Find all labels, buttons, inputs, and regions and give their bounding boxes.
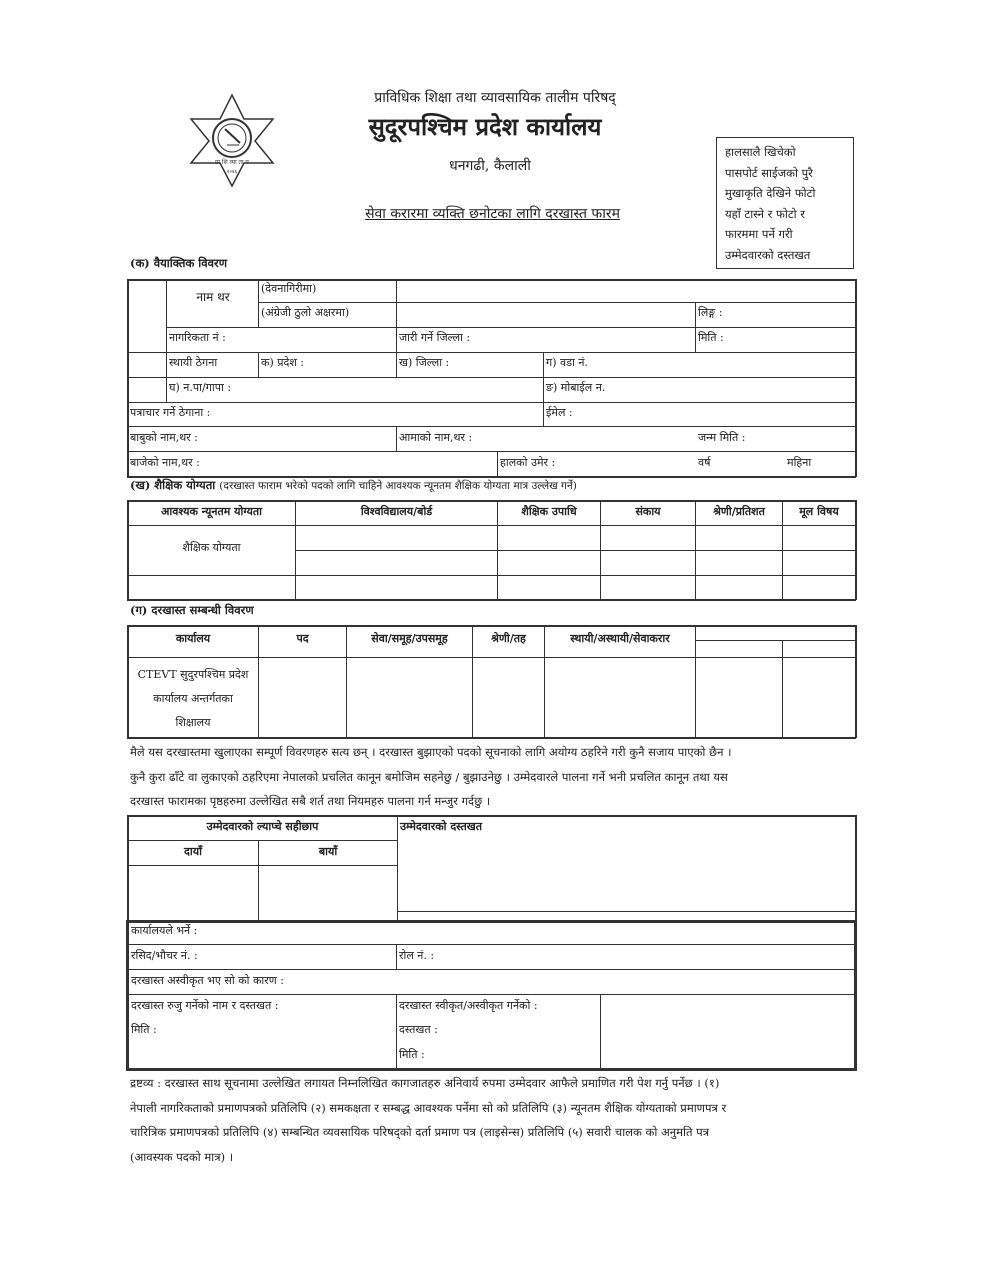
app-office-value-line: कार्यालय अन्तर्गतका (153, 692, 233, 705)
council-name: प्राविधिक शिक्षा तथा व्यावसायिक तालीम परिषद् (374, 90, 616, 106)
fingerprint-right-label: दायाँ (184, 845, 202, 858)
photo-instruction-line: यहाँ टास्ने र फोटो र (725, 206, 805, 221)
declaration-line: मैले यस दरखास्तमा खुलाएका सम्पूर्ण विवरणहरु सत्य छन् । दरखास्त बुझाएको पदको सूचनाको लागि अयोग्य ठहरिने गरी कुनै सजाय पाएको छैन । (130, 745, 732, 759)
issue-district-field[interactable]: जारी गर्ने जिल्ला : (399, 331, 471, 344)
email-field[interactable]: ईमेल : (546, 406, 573, 419)
app-col-employment-type: स्थायी/अस्थायी/सेवाकरार (570, 632, 670, 645)
photo-box[interactable] (716, 137, 854, 269)
mailing-address-field[interactable]: पत्राचार गर्ने ठेगाना : (130, 406, 211, 419)
right-thumbprint-box[interactable] (129, 866, 257, 920)
app-col-post: पद (296, 632, 309, 645)
form-title: सेवा करारमा व्यक्ति छनोटका लागि दरखास्त फारम (365, 206, 620, 222)
svg-text:२०४६: २०४६ (226, 169, 238, 175)
edu-col-division: श्रेणी/प्रतिशत (713, 505, 765, 518)
photo-instruction-line: उम्मेदवारको दस्तखत (725, 247, 811, 262)
approver-label: दरखास्त स्वीकृत/अस्वीकृत गर्नेको : (399, 999, 538, 1012)
declaration-text (130, 740, 860, 814)
declaration-line: कुनै कुरा ढाँटे वा लुकाएको ठहरिएमा नेपालको प्रचलित कानून बमोजिम सहनेछु / बुझाउनेछु । उम्मेदवारले पालना गर्ने भनी प्रचलित कानून तथा यस (130, 769, 728, 784)
photo-instruction-line: हालसालै खिचेको (725, 145, 796, 159)
ctevt-logo (187, 93, 277, 188)
education-note: (दरखास्त फाराम भरेको पदको लागि चाहिने आवश्यक न्यूनतम शैक्षिक योग्यता मात्र उल्लेख गर्ने) (219, 480, 577, 492)
fingerprint-left-label: बायाँ (318, 845, 338, 858)
photo-instruction-line: पासपोर्ट साईजको पुरै (725, 165, 813, 180)
mother-name-field[interactable]: आमाको नाम,थर : (399, 431, 473, 444)
note-line: चारित्रिक प्रमाणपत्रको प्रतिलिपि (४) सम्बन्धित व्यवसायिक परिषद्को दर्ता प्रमाण पत्र (लाइसेन्स) प्रतिलिपि (५) सवारी चालक को अनुमति पत्र (130, 1125, 710, 1139)
note-text (130, 1071, 860, 1169)
age-months-label: महिना (787, 456, 812, 469)
svg-text:प्रा शि व्या ता प: प्रा शि व्या ता प (215, 159, 249, 166)
province-field[interactable]: क) प्रदेश : (261, 356, 305, 369)
age-field[interactable]: हालको उमेर : (500, 456, 556, 469)
verifier-date-field[interactable]: मिति : (131, 1023, 157, 1036)
photo-instruction-line: मुखाकृति देखिने फोटो (725, 186, 816, 200)
office-location: धनगढी, कैलाली (449, 158, 531, 174)
issue-date-field[interactable]: मिति : (698, 331, 724, 344)
edu-col-university: विश्वविद्यालय/बोर्ड (360, 505, 433, 518)
roll-number-field[interactable]: रोल नं. : (399, 949, 435, 962)
gender-field[interactable]: लिङ्ग : (698, 306, 723, 319)
permanent-address-label: स्थायी ठेगना (169, 356, 218, 369)
section-education-title (130, 478, 577, 493)
devanagari-label: (देवनागिरीमा) (261, 282, 317, 295)
candidate-signature-label: उम्मेदवारको दस्तखत (400, 820, 482, 833)
left-thumbprint-box[interactable] (260, 866, 396, 920)
declaration-line: दरखास्त फारामका पृष्ठहरुमा उल्लेखित सबै शर्त तथा नियमहरु पालना गर्न मन्जुर गर्दछु । (130, 794, 491, 808)
approver-date-field[interactable]: मिति : (399, 1048, 425, 1061)
name-devanagari-field[interactable] (398, 281, 854, 301)
citizenship-number-field[interactable]: नागरिकता नं : (169, 331, 226, 344)
edu-col-major: मूल विषय (799, 505, 839, 518)
edu-row-label: शैक्षिक योग्यता (182, 541, 241, 554)
rejection-reason-field[interactable]: दरखास्त अस्वीकृत भए सो को कारण : (131, 974, 284, 987)
candidate-signature-box[interactable] (399, 838, 854, 910)
photo-instruction-line: फारममा पर्ने गरी (725, 227, 793, 241)
app-office-value-line: शिक्षालय (175, 716, 211, 729)
edu-col-min-qualification: आवश्यक न्यूनतम योग्यता (161, 505, 262, 518)
ctevt-star-emblem-icon (187, 93, 277, 188)
app-col-office: कार्यालय (175, 632, 211, 645)
mobile-field[interactable]: ङ) मोबाईल न. (546, 381, 606, 394)
name-english-field[interactable] (398, 304, 694, 326)
education-title: (ख) शैक्षिक योग्यता (130, 478, 216, 492)
office-use-title: कार्यालयले भर्ने : (131, 924, 198, 937)
ward-field[interactable]: ग) वडा नं. (546, 356, 588, 369)
office-name: सुदूरपश्चिम प्रदेश कार्यालय (368, 112, 602, 141)
edu-col-degree: शैक्षिक उपाधि (521, 505, 577, 518)
name-label: नाम थर (196, 290, 230, 304)
district-field[interactable]: ख) जिल्ला : (399, 356, 450, 369)
edu-col-faculty: संकाय (635, 505, 661, 518)
note-line: द्रष्टव्य : दरखास्त साथ सूचनामा उल्लेखित लगायत निम्नलिखित कागजातहरु अनिवार्य रुपमा उम्मेदवार आफैले प्रमाणित गरी पेश गर्नु पर्नेछ । (१) (130, 1076, 720, 1090)
note-line: (आवस्यक पदको मात्र) । (130, 1149, 234, 1164)
verifier-name-signature-field[interactable]: दरखास्त रुजु गर्नेको नाम र दस्तखत : (131, 999, 279, 1012)
english-label: (अंग्रेजी ठुलो अक्षरमा) (261, 306, 350, 319)
section-application-title: (ग) दरखास्त सम्बन्धी विवरण (130, 603, 254, 617)
approver-signature-field[interactable]: दस्तखत : (399, 1023, 438, 1036)
dob-field[interactable]: जन्म मिति : (698, 431, 746, 444)
app-office-value-line: CTEVT सुदुरपश्चिम प्रदेश (137, 668, 249, 681)
app-col-level: श्रेणी/तह (491, 632, 526, 645)
receipt-number-field[interactable]: रसिद/भौचर नं. : (131, 949, 198, 962)
app-col-service-group: सेवा/समूह/उपसमूह (371, 632, 448, 645)
father-name-field[interactable]: बाबुको नाम,थर : (130, 431, 198, 444)
note-line: नेपाली नागरिकताको प्रमाणपत्रको प्रतिलिपि (२) समकक्षता र सम्बद्ध आवश्यक पर्नेमा सो को प्रतिलिपि (३) न्यूनतम शैक्षिक योग्यताको प्रमाणपत्र र (130, 1100, 727, 1115)
grandfather-name-field[interactable]: बाजेको नाम,थर : (130, 456, 200, 469)
section-personal-title: (क) वैयाक्तिक विवरण (130, 256, 228, 270)
municipality-field[interactable]: घ) न.पा/गापा : (169, 381, 232, 394)
age-years-label: वर्ष (698, 456, 711, 469)
fingerprint-title: उम्मेदवारको ल्याप्चे सहीछाप (206, 820, 319, 833)
